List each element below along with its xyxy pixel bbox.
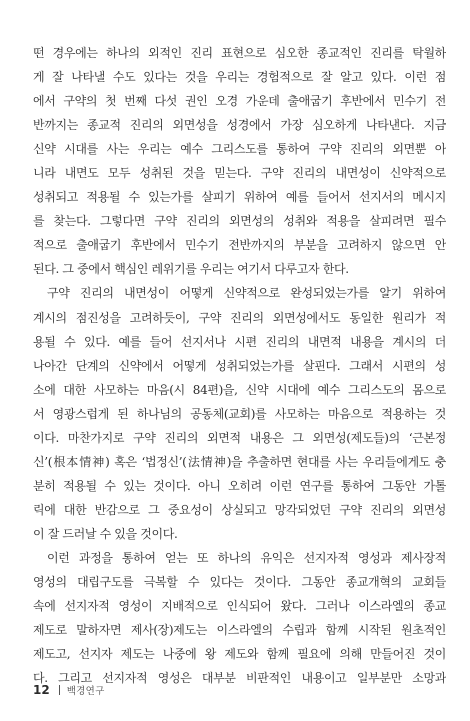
paragraph-1 <box>33 41 446 281</box>
text-line: 소에 대한 사모하는 마음(시 84편)을, 신약 시대에 예수 그리스도의 몸으로 <box>33 382 446 397</box>
page-footer <box>33 682 105 698</box>
footer-divider <box>59 685 60 695</box>
text-line: 영성의 대립구도를 극복할 수 있다는 것이다. 그동안 종교개혁의 교회들 <box>33 575 446 590</box>
text-line: 반까지는 종교적 진리의 외면성을 성경에서 가장 심오하게 나타낸다. 지금 <box>33 118 446 133</box>
text-line: 신’(根本情神) 혹은 ‘법정신’(法情神)을 추출하면 현대를 사는 우리들에게도 충 <box>33 454 446 469</box>
text-line: 속에 선지자적 영성이 지배적으로 인식되어 왔다. 그러나 이스라엘의 종교 <box>33 599 446 614</box>
text-line: 이런 과정을 통하여 얻는 또 하나의 유익은 선지자적 영성과 제사장적 <box>47 550 446 565</box>
text-line: 떤 경우에는 하나의 외적인 진리 표현으로 심오한 종교적인 진리를 탁월하 <box>33 46 446 60</box>
text-line: 릭에 대한 반감으로 그 중요성이 상실되고 망각되었던 구약 진리의 외면성 <box>33 502 446 517</box>
text-line: 서 영광스럽게 된 하나님의 공동체(교회)를 사모하는 마음으로 적용하는 것 <box>33 406 446 421</box>
page-body <box>33 41 446 690</box>
text-line: 니라 내면도 모두 성취된 것을 믿는다. 구약 진리의 내면성이 신약적으로 <box>33 166 446 181</box>
text-line: 다. 그리고 선지자적 영성은 대부분 비판적인 내용이고 일부분만 소망과 <box>33 671 446 686</box>
text-line: 신약 시대를 사는 우리는 예수 그리스도를 통하여 구약 진리의 외면뿐 아 <box>33 142 446 157</box>
text-line: 분히 적용될 수 있는 것이다. 아니 오히려 이런 연구를 통하여 그동안 가톨 <box>33 478 446 493</box>
page-number: 12 <box>33 683 50 697</box>
text-line: 제도고, 선지자 제도는 나중에 왕 제도와 함께 필요에 의해 만들어진 것이 <box>33 647 446 662</box>
text-line: 에서 구약의 첫 번째 다섯 권인 오경 가운데 출애굽기 후반에서 민수기 전 <box>33 94 446 109</box>
text-line: 된다. 그 중에서 핵심인 레위기를 우리는 여기서 다루고자 한다. <box>33 262 349 277</box>
text-line: 제도로 말하자면 제사(장)제도는 이스라엘의 수립과 함께 시작된 원초적인 <box>33 623 446 638</box>
running-title: 백경연구 <box>66 686 105 697</box>
text-line: 용될 수 있다. 예를 들어 선지서나 시편 진리의 내면적 내용을 계시의 더 <box>33 334 446 349</box>
text-line: 게 잘 나타낼 수도 있다는 것을 우리는 경험적으로 잘 알고 있다. 이런 점 <box>33 70 446 85</box>
text-line: 를 찾는다. 그렇다면 구약 진리의 외면성의 성취와 적용을 살피려면 필수 <box>33 214 446 229</box>
text-line: 구약 진리의 내면성이 어떻게 신약적으로 완성되었는가를 알기 위하여 <box>47 286 446 301</box>
text-line: 이다. 마찬가지로 구약 진리의 외면적 내용은 그 외면성(제도들)의 ‘근본정 <box>33 430 446 445</box>
text-line: 이 잘 드러날 수 있을 것이다. <box>33 526 178 541</box>
text-line: 나아간 단계의 신약에서 어떻게 성취되었는가를 살핀다. 그래서 시편의 성 <box>33 358 446 373</box>
paragraph-2 <box>33 281 446 546</box>
text-line: 계시의 점진성을 고려하듯이, 구약 진리의 외면성에서도 동일한 원리가 적 <box>33 310 446 325</box>
paragraph-3 <box>33 546 446 690</box>
text-line: 적으로 출애굽기 후반에서 민수기 전반까지의 부분을 고려하지 않으면 안 <box>33 238 446 253</box>
text-line: 성취되고 적용될 수 있는가를 살피기 위하여 예를 들어서 선지서의 메시지 <box>33 190 446 205</box>
